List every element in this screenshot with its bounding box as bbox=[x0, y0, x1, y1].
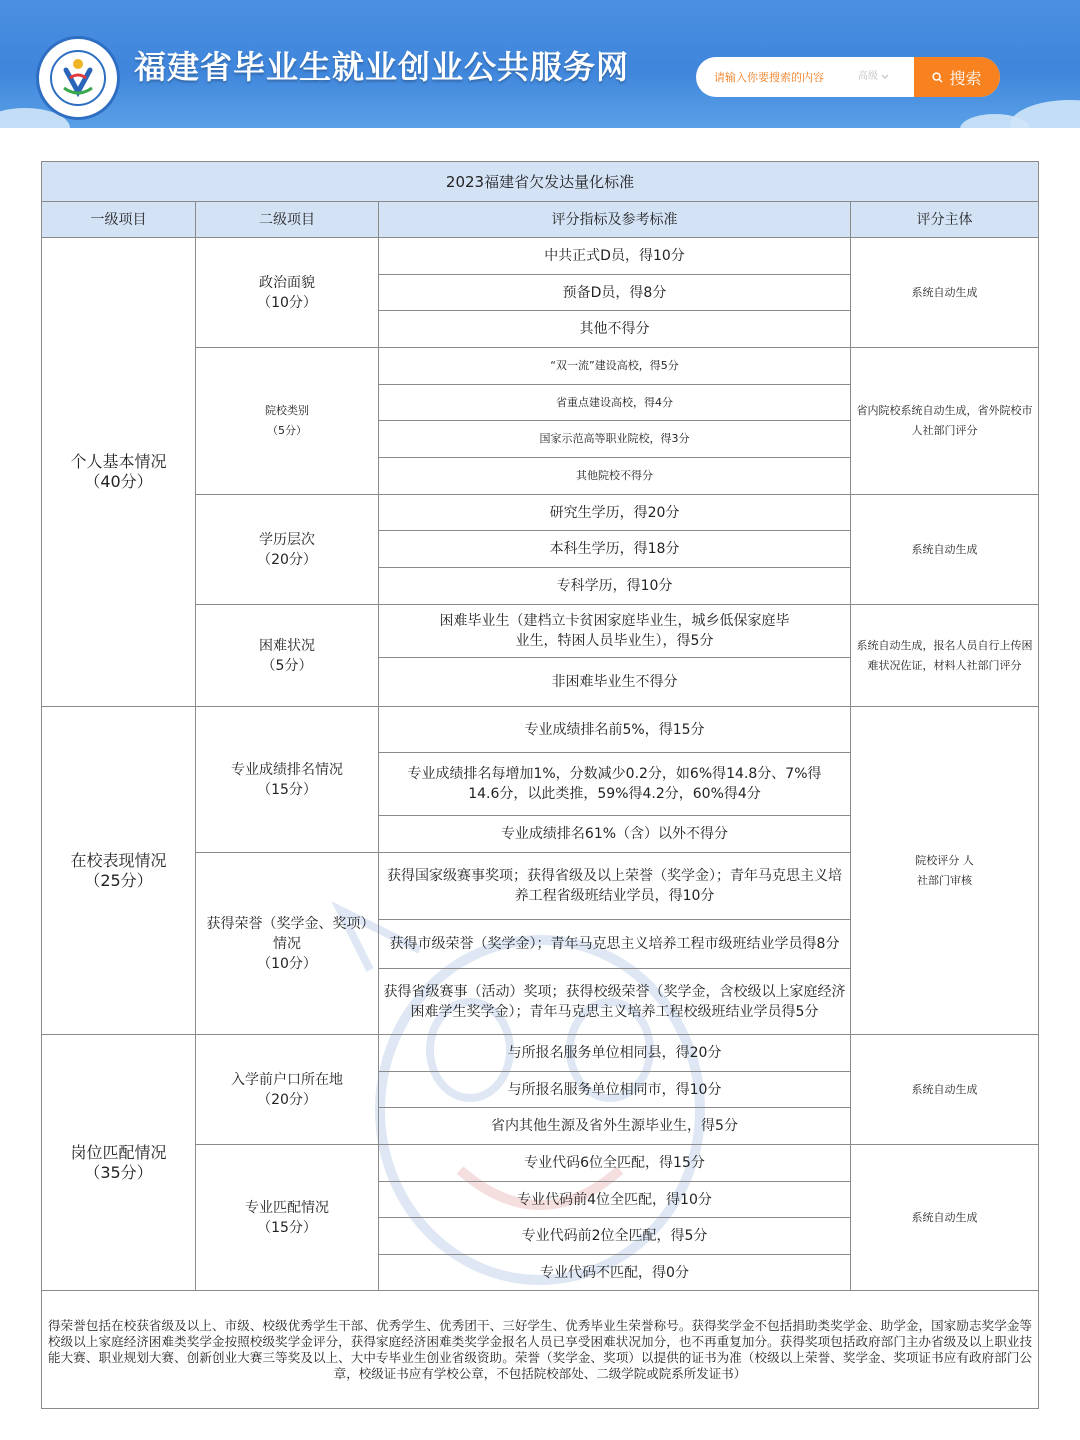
sub-score: （15分） bbox=[257, 781, 317, 798]
criteria-cell: 其他院校不得分 bbox=[379, 458, 851, 495]
search-box bbox=[696, 57, 1000, 97]
criteria-cell: 专业成绩排名每增加1%，分数减少0.2分，如6%得14.8分、7%得14.6分，以此类推，59%得4.2分，60%得4分 bbox=[379, 753, 851, 816]
subject-cell: 系统自动生成 bbox=[851, 1035, 1039, 1145]
header-level1: 一级项目 bbox=[42, 202, 196, 238]
sub-academic-ranking bbox=[196, 707, 379, 853]
quantification-table bbox=[41, 161, 1039, 1409]
table-note-row bbox=[42, 1291, 1039, 1409]
subject-cell: 省内院校系统自动生成，省外院校市人社部门评分 bbox=[851, 348, 1039, 495]
sub-name: 院校类别 bbox=[265, 404, 309, 417]
group-personal-basic bbox=[42, 238, 196, 707]
criteria-cell: 省重点建设高校，得4分 bbox=[379, 385, 851, 421]
table-row bbox=[42, 707, 1039, 753]
table-caption: 2023福建省欠发达量化标准 bbox=[42, 162, 1039, 202]
sub-education-level bbox=[196, 495, 379, 605]
group-name: 岗位匹配情况 bbox=[70, 1142, 167, 1162]
table-footnote bbox=[42, 1291, 1039, 1409]
criteria-cell: 获得市级荣誉（奖学金）；青年马克思主义培养工程市级班结业学员得8分 bbox=[379, 920, 851, 969]
criteria-cell: 专业代码前2位全匹配，得5分 bbox=[379, 1218, 851, 1255]
criteria-cell: 国家示范高等职业院校，得3分 bbox=[379, 421, 851, 458]
header-subject: 评分主体 bbox=[851, 202, 1039, 238]
sub-name: 学历层次 bbox=[259, 531, 315, 548]
sub-school-type bbox=[196, 348, 379, 495]
group-name: 个人基本情况 bbox=[70, 452, 167, 471]
group-school-performance bbox=[42, 707, 196, 1035]
subject-cell: 系统自动生成 bbox=[851, 238, 1039, 348]
criteria-cell: 与所报名服务单位相同县，得20分 bbox=[379, 1035, 851, 1072]
sub-score: （5分） bbox=[267, 424, 307, 437]
subject-cell: 系统自动生成 bbox=[851, 1145, 1039, 1291]
subject-cell: 系统自动生成，报名人员自行上传困难状况佐证，材料人社部门评分 bbox=[851, 605, 1039, 707]
criteria-cell: 专业代码6位全匹配，得15分 bbox=[379, 1145, 851, 1182]
criteria-cell: 获得省级赛事（活动）奖项；获得校级荣誉（奖学金，含校级以上家庭经济困难学生奖学金）；青年马克思主义培养工程校级班结业学员得5分 bbox=[379, 969, 851, 1035]
criteria-cell: 省内其他生源及省外生源毕业生，得5分 bbox=[379, 1108, 851, 1145]
table-header-row bbox=[42, 202, 1039, 238]
sub-political-status bbox=[196, 238, 379, 348]
sub-name: 专业成绩排名情况 bbox=[231, 761, 343, 778]
subject-cell: 院校评分 人社部门审核 bbox=[851, 707, 1039, 1035]
criteria-cell: 专科学历，得10分 bbox=[379, 568, 851, 605]
search-button[interactable] bbox=[914, 57, 1000, 97]
sub-score: （20分） bbox=[257, 1091, 317, 1108]
sub-honors bbox=[196, 853, 379, 1035]
sub-score: （10分） bbox=[257, 294, 317, 311]
sub-name: 困难状况 bbox=[259, 637, 315, 654]
criteria-cell: 研究生学历，得20分 bbox=[379, 495, 851, 531]
criteria-cell: 其他不得分 bbox=[379, 311, 851, 348]
table-caption-row bbox=[42, 162, 1039, 202]
site-header bbox=[0, 0, 1080, 128]
sub-score: （10分） bbox=[257, 955, 317, 972]
quantification-table-container bbox=[41, 161, 1038, 1409]
criteria-cell: 本科生学历，得18分 bbox=[379, 531, 851, 568]
header-criteria: 评分指标及参考标准 bbox=[379, 202, 851, 238]
sub-score: （20分） bbox=[257, 551, 317, 568]
sub-name: 政治面貌 bbox=[259, 274, 315, 291]
sub-name: 入学前户口所在地 bbox=[231, 1071, 343, 1088]
search-input[interactable] bbox=[696, 57, 854, 97]
sub-score: （15分） bbox=[257, 1219, 317, 1236]
advanced-label: 高级 bbox=[858, 71, 878, 82]
criteria-cell: 非困难毕业生不得分 bbox=[379, 658, 851, 707]
group-name: 在校表现情况 bbox=[70, 850, 167, 870]
criteria-cell: 专业成绩排名61%（含）以外不得分 bbox=[379, 816, 851, 853]
criteria-cell: 专业代码不匹配，得0分 bbox=[379, 1255, 851, 1291]
site-logo[interactable] bbox=[36, 36, 120, 120]
criteria-cell: 与所报名服务单位相同市，得10分 bbox=[379, 1072, 851, 1108]
table-row bbox=[42, 238, 1039, 275]
criteria-cell: 中共正式D员，得10分 bbox=[379, 238, 851, 275]
search-button-label: 搜索 bbox=[949, 68, 982, 88]
group-score: （25分） bbox=[84, 870, 153, 890]
table-row bbox=[42, 1035, 1039, 1072]
criteria-cell: 困难毕业生（建档立卡贫困家庭毕业生，城乡低保家庭毕业生，特困人员毕业生），得5分 bbox=[379, 605, 851, 658]
sub-hardship-status bbox=[196, 605, 379, 707]
criteria-cell: 预备D员，得8分 bbox=[379, 275, 851, 311]
advanced-search-dropdown[interactable] bbox=[854, 57, 914, 97]
search-icon bbox=[932, 72, 943, 83]
sub-major-matching bbox=[196, 1145, 379, 1291]
chevron-down-icon bbox=[881, 74, 889, 80]
footnote-text: 得荣誉包括在校获省级及以上、市级、校级优秀学生干部、优秀学生、优秀团干、三好学生、优秀毕业生荣誉称号。获得奖学金不包括捐助类奖学金、助学金，国家励志奖学金等校级以上家庭经济困难类奖学金按照校级奖学金评分，获得家庭经济困难类奖学金报名人员已享受困难状况加分，也不再重复加分。获得奖项包括政府部门主办省级及以上职业技能大赛、职业规划大赛、创新创业大赛三等奖及以上、大中专毕业生创业省级资助。荣誉（奖学金、奖项）以提供的证书为准（校级以上荣誉、奖学金、奖项证书应有政府部门公章，校级证书应有学校公章，不包括院校部处、二级学院或院系所发证书） bbox=[48, 1317, 1032, 1381]
group-job-matching bbox=[42, 1035, 196, 1291]
site-title[interactable]: 福建省毕业生就业创业公共服务网 bbox=[134, 48, 630, 86]
criteria-cell: “双一流”建设高校，得5分 bbox=[379, 348, 851, 385]
criteria-cell: 专业代码前4位全匹配，得10分 bbox=[379, 1182, 851, 1218]
logo-emblem-icon bbox=[48, 48, 108, 108]
sub-score: （5分） bbox=[261, 657, 313, 674]
sub-name: 专业匹配情况 bbox=[245, 1199, 329, 1216]
criteria-cell: 专业成绩排名前5%，得15分 bbox=[379, 707, 851, 753]
header-level2: 二级项目 bbox=[196, 202, 379, 238]
group-score: （35分） bbox=[84, 1162, 153, 1182]
sub-name: 获得荣誉（奖学金、奖项）情况 bbox=[206, 915, 368, 952]
sub-hukou-location bbox=[196, 1035, 379, 1145]
criteria-cell: 获得国家级赛事奖项；获得省级及以上荣誉（奖学金）；青年马克思主义培养工程省级班结业学员，得10分 bbox=[379, 853, 851, 920]
subject-cell: 系统自动生成 bbox=[851, 495, 1039, 605]
group-score: （40分） bbox=[84, 472, 153, 491]
